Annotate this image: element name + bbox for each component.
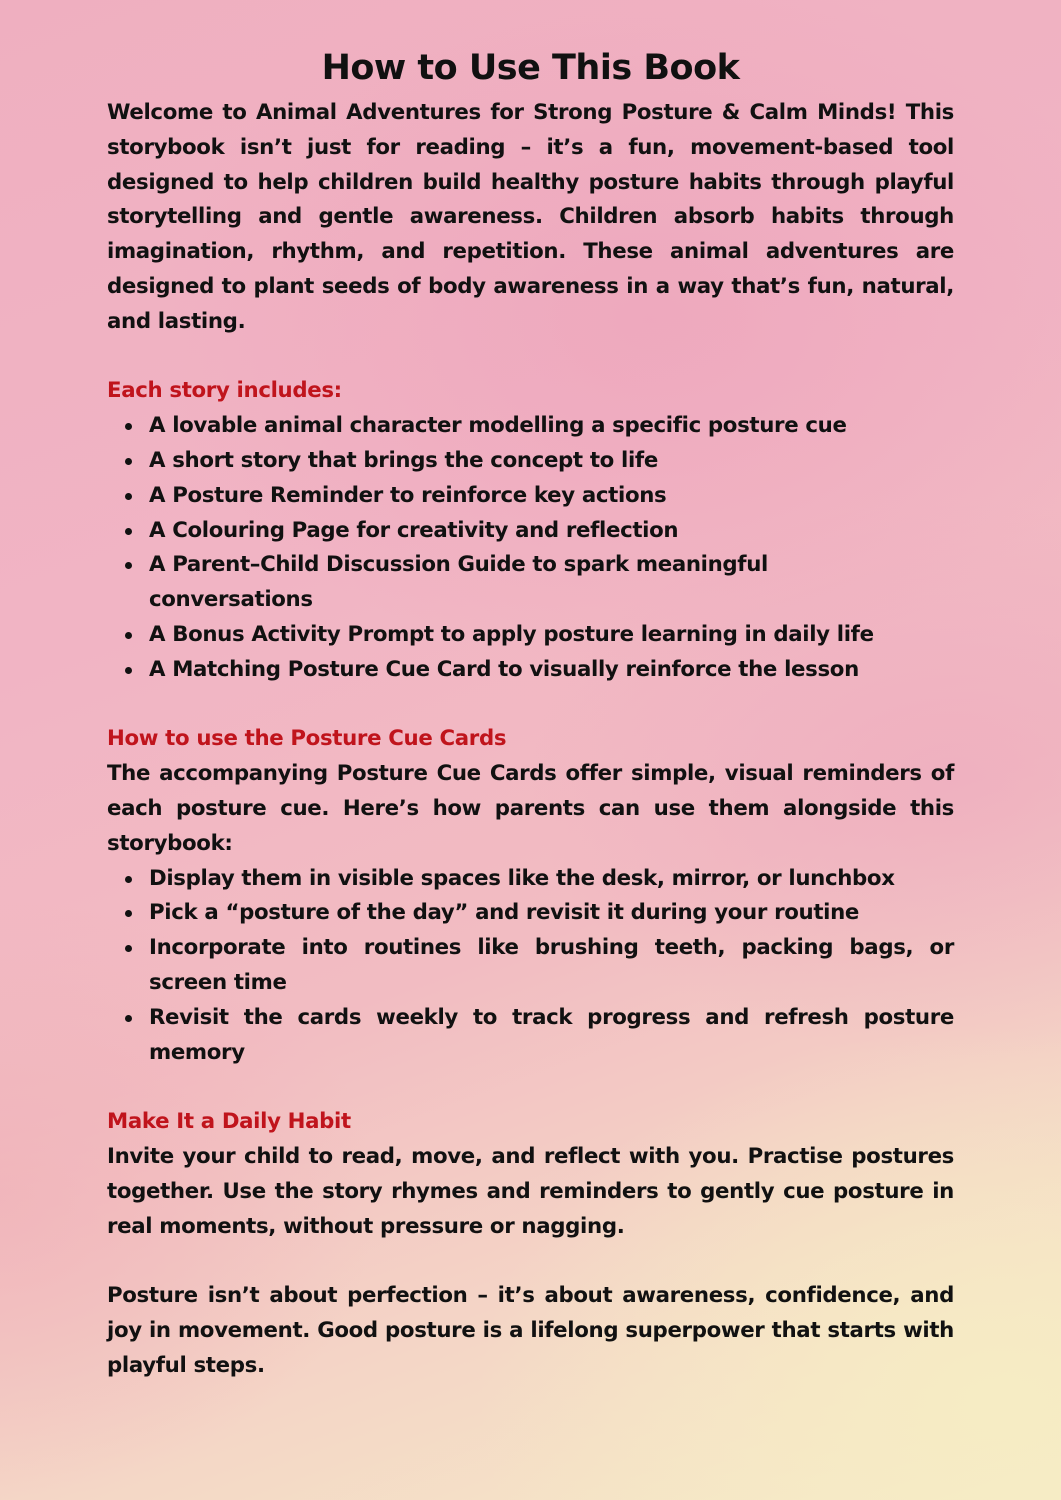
list-item: [107, 618, 954, 653]
closing-paragraph: Posture isn’t about perfection – it’s about awareness, confidence, and joy in movement. Good posture is a lifelong superpower that starts with playful steps.: [107, 1283, 954, 1378]
list-item-text: A Colouring Page for creativity and reflection: [149, 517, 679, 543]
page-content: [107, 40, 954, 1383]
list-item: [107, 409, 954, 444]
daily-habit-heading: Make It a Daily Habit: [107, 1109, 351, 1135]
bullet-icon: [125, 528, 132, 535]
list-item-text: Display them in visible spaces like the desk, mirror, or lunchbox: [149, 865, 895, 891]
spacer: [107, 1244, 954, 1279]
list-item-text: A Bonus Activity Prompt to apply posture learning in daily life: [149, 621, 874, 647]
bullet-icon: [125, 493, 132, 500]
list-item-text: Pick a “posture of the day” and revisit it during your routine: [149, 900, 860, 926]
cue-cards-heading: How to use the Posture Cue Cards: [107, 726, 507, 752]
bullet-icon: [125, 945, 132, 952]
list-item-text: A Parent–Child Discussion Guide to spark meaningful conversations: [149, 552, 768, 613]
list-item: [107, 444, 954, 479]
list-item: [107, 653, 954, 688]
bullet-icon: [125, 423, 132, 430]
list-item-text: A Posture Reminder to reinforce key actions: [149, 482, 667, 508]
bullet-icon: [125, 667, 132, 674]
includes-heading: Each story includes:: [107, 378, 342, 404]
list-item: [107, 548, 954, 618]
spacer: [107, 340, 954, 375]
cue-cards-paragraph: The accompanying Posture Cue Cards offer simple, visual reminders of each posture cue. Here’s how parents can use them alongside this storybook:: [107, 761, 954, 856]
intro-paragraph: Welcome to Animal Adventures for Strong Posture & Calm Minds! This storybook isn’t just for reading – it’s a fun, movement-based tool designed to help children build healthy posture habits through playful storytelling and gentle awareness. Children absorb habits through imagination, rhythm, and repetition. These animal adventures are designed to plant seeds of body awareness in a way that’s fun, natural, and lasting.: [107, 100, 954, 334]
bullet-icon: [125, 1015, 132, 1022]
list-item-text: A Matching Posture Cue Card to visually reinforce the lesson: [149, 656, 859, 682]
spacer: [107, 1070, 954, 1105]
list-item-text: Revisit the cards weekly to track progress and refresh posture memory: [149, 1004, 954, 1065]
list-item: [107, 479, 954, 514]
page-title: How to Use This Book: [321, 48, 740, 88]
bullet-icon: [125, 458, 132, 465]
list-item: [107, 896, 954, 931]
list-item: [107, 862, 954, 897]
daily-habit-paragraph: Invite your child to read, move, and reflect with you. Practise postures together. Use the story rhymes and reminders to gently cue posture in real moments, without pressure or nagging.: [107, 1143, 954, 1239]
list-item-text: Incorporate into routines like brushing teeth, packing bags, or screen time: [149, 935, 954, 995]
list-item-text: A short story that brings the concept to life: [149, 447, 658, 473]
bullet-icon: [125, 876, 132, 883]
bullet-icon: [125, 910, 132, 917]
bullet-icon: [125, 632, 132, 639]
spacer: [107, 688, 954, 723]
includes-list: [107, 409, 954, 687]
list-item: [107, 514, 954, 549]
list-item: [107, 1001, 954, 1071]
list-item: [107, 931, 954, 1001]
cue-cards-list: [107, 862, 954, 1071]
bullet-icon: [125, 562, 132, 569]
list-item-text: A lovable animal character modelling a specific posture cue: [149, 413, 847, 439]
